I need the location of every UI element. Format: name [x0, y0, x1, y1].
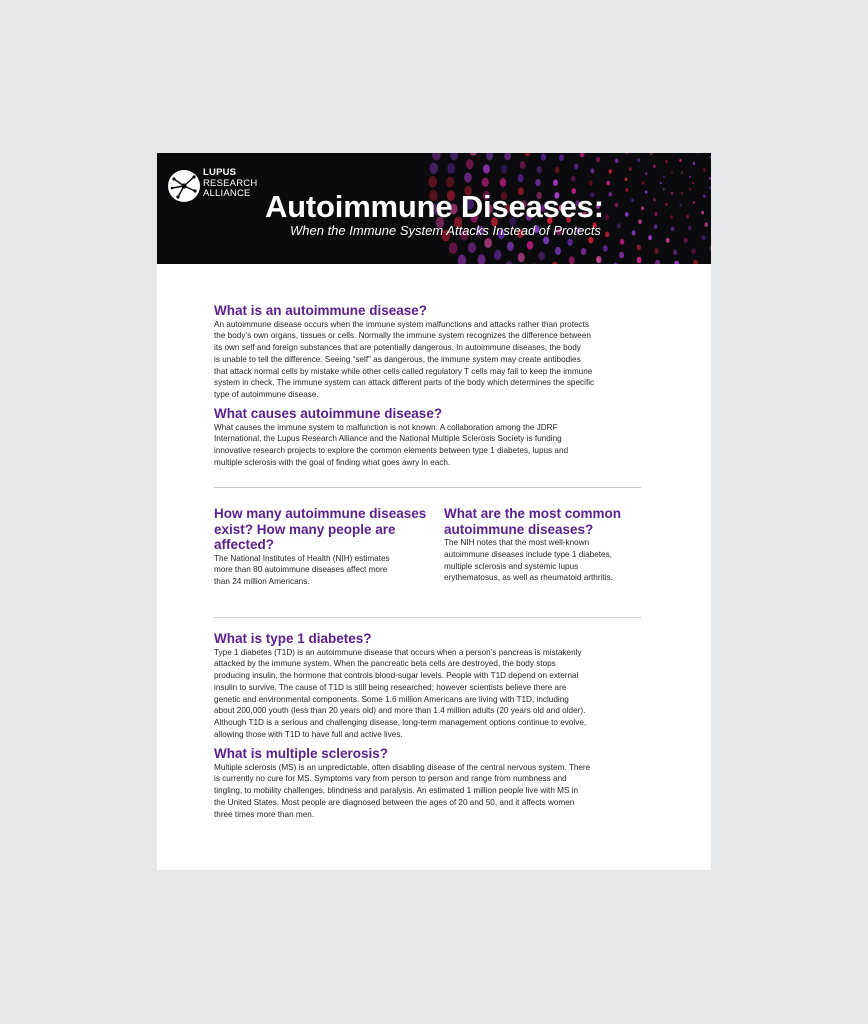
tunnel-dot [581, 248, 586, 255]
tunnel-dot [681, 192, 683, 194]
tunnel-dot [679, 159, 681, 162]
tunnel-dot [645, 191, 647, 194]
tunnel-dot [552, 261, 559, 264]
tunnel-dot [468, 242, 476, 253]
tunnel-dot [500, 178, 507, 187]
section-body: An autoimmune disease occurs when the immune system malfunctions and attacks rather than protects the body’s own organs, tissues or cells. Normally the immune system recognizes the difference between its own self and foreign substances that are potentially dangerous. In autoimmune diseases, the body is unable to tell the difference. Seeing “self” as dangerous, the immune system may create antibodies that attack normal cells by mistake while other cells called regulatory T cells may fail to keep the immune system in check. The immune system can attack different parts of the body which determines the specific type of autoimmune disease. [214, 319, 595, 400]
tunnel-dot [629, 167, 632, 171]
tunnel-dot [571, 176, 575, 182]
tunnel-dot [567, 239, 572, 246]
section-body: Type 1 diabetes (T1D) is an autoimmune disease that occurs when a person’s pancreas is mistakenly attacked by the immune system. When the pancreatic beta cells are destroyed, the body stops producing insulin, the hormone that controls blood-sugar levels. People with T1D depend on external insulin to survive. The cause of T1D is still being researched; however scientists believe there are genetic and environmental components. Some 1.6 million Americans are living with T1D, including about 200,000 youth (less than 20 years old) and more than 1.4 million adults (20 years old and older). Although T1D is a serious and challenging disease, long-term management options continue to evolve, allowing those with T1D to have full and active lives. [214, 647, 587, 740]
tunnel-dot [701, 211, 704, 215]
tunnel-dot [607, 181, 610, 186]
tunnel-dot [654, 224, 657, 229]
tunnel-dot [553, 179, 558, 186]
tunnel-dot [709, 177, 711, 180]
tunnel-dot [665, 160, 667, 163]
tunnel-dot [681, 172, 683, 174]
tunnel-dot [494, 250, 502, 260]
tunnel-dot [458, 255, 467, 264]
tunnel-dot [446, 177, 454, 188]
tunnel-dot [450, 153, 458, 160]
page-title: Autoimmune Diseases: [265, 189, 604, 224]
tunnel-dot [596, 256, 601, 263]
section-most-common [444, 506, 644, 584]
tunnel-dot [625, 153, 628, 154]
tunnel-dot [655, 260, 660, 264]
tunnel-dot [679, 204, 681, 207]
tunnel-dot [637, 257, 642, 264]
tunnel-dot [693, 162, 695, 165]
tunnel-dot [507, 242, 514, 251]
tunnel-dot [464, 173, 472, 183]
tunnel-dot [603, 245, 608, 252]
tunnel-dot [482, 178, 489, 187]
tunnel-dot [631, 198, 634, 202]
tunnel-dot [709, 186, 711, 189]
tunnel-dot [605, 214, 609, 219]
tunnel-dot [605, 231, 609, 237]
tunnel-dot [466, 159, 474, 169]
tunnel-dot [689, 176, 691, 178]
section-heading: What is multiple sclerosis? [214, 746, 389, 761]
tunnel-dot [484, 238, 492, 248]
tunnel-dot [615, 203, 618, 208]
section-causes [214, 406, 654, 469]
tunnel-dot [637, 244, 641, 250]
divider [214, 487, 641, 488]
tunnel-dot [688, 226, 691, 231]
tunnel-dot [615, 159, 618, 164]
tunnel-dot [653, 165, 655, 168]
tunnel-dot [650, 153, 653, 155]
tunnel-dot [486, 153, 493, 160]
tunnel-dot [428, 176, 437, 188]
tunnel-dot [447, 163, 455, 174]
tunnel-dot [555, 167, 560, 174]
section-body: The National Institutes of Health (NIH) estimates more than 80 autoimmune diseases affect more than 24 million Americans. [214, 553, 390, 587]
tunnel-dot [449, 242, 458, 254]
header-banner [157, 153, 711, 264]
tunnel-dot [632, 230, 636, 235]
tunnel-dot [537, 166, 542, 173]
section-how-many [214, 506, 429, 588]
org-name-line1: LUPUS [203, 167, 237, 178]
section-ms [214, 746, 654, 820]
tunnel-dot [617, 223, 621, 228]
section-t1d [214, 631, 654, 741]
tunnel-dot [505, 261, 513, 264]
tunnel-dot [693, 201, 695, 204]
tunnel-dot [504, 153, 511, 160]
tunnel-dot [609, 192, 612, 197]
tunnel-dot [625, 178, 628, 182]
tunnel-dot [705, 222, 708, 227]
section-what-is [214, 303, 654, 401]
tunnel-dot [530, 263, 537, 264]
tunnel-dot [559, 154, 564, 161]
document-page [157, 153, 711, 870]
tunnel-dot [637, 158, 640, 162]
tunnel-dot [580, 153, 584, 158]
tunnel-dot [524, 153, 530, 156]
tunnel-dot [671, 172, 673, 174]
section-heading: How many autoimmune diseases exist? How many people are affected? [214, 506, 427, 552]
tunnel-dot [703, 168, 705, 171]
tunnel-dot [520, 161, 526, 169]
tunnel-dot [648, 235, 652, 240]
tunnel-dot [670, 215, 673, 219]
tunnel-dot [620, 239, 624, 245]
tunnel-dot [702, 235, 706, 240]
tunnel-dot [642, 181, 644, 184]
tunnel-dot [653, 198, 655, 201]
org-name-line3: ALLIANCE [203, 188, 251, 199]
divider [214, 617, 641, 618]
tunnel-dot [693, 260, 698, 264]
tunnel-dot [673, 249, 677, 255]
tunnel-dot [535, 179, 540, 186]
tunnel-dot [645, 172, 647, 175]
tunnel-dot [609, 169, 612, 174]
section-heading: What are the most common autoimmune diseases? [444, 506, 622, 537]
page-subtitle: When the Immune System Attacks Instead of Protects [290, 223, 601, 238]
tunnel-dot [692, 182, 694, 184]
tunnel-dot [625, 188, 628, 192]
tunnel-dot [686, 215, 689, 219]
tunnel-dot [691, 248, 695, 254]
tunnel-dot [483, 164, 490, 173]
section-body: The NIH notes that the most well-known autoimmune diseases include type 1 diabetes, multiple sclerosis and systemic lupus erythematosus, as well as rheumatoid arthritis. [444, 538, 613, 583]
org-name-line2: RESEARCH [203, 177, 258, 189]
tunnel-dot [477, 254, 485, 264]
tunnel-dot [596, 157, 600, 162]
section-body: What causes the immune system to malfunction is not known. A collaboration among the JDRF International, the Lupus Research Alliance and the National Multiple Sclerosis Society is funding innovative research projects to explore the common elements between type 1 diabetes, lupus and multiple sclerosis with the goal of finding what goes awry in each. [214, 422, 569, 467]
tunnel-dot [638, 219, 641, 224]
tunnel-dot [666, 238, 670, 243]
tunnel-dot [574, 163, 578, 169]
tunnel-dot [671, 192, 673, 194]
tunnel-dot [527, 241, 534, 250]
tunnel-dot [663, 176, 665, 178]
tunnel-dot [625, 212, 628, 217]
tunnel-dot [569, 256, 575, 264]
tunnel-dot [555, 247, 561, 255]
tunnel-dot [655, 212, 658, 216]
tunnel-dot [689, 188, 691, 190]
tunnel-dot [429, 162, 438, 174]
org-name [203, 168, 257, 200]
tunnel-dot [591, 168, 595, 173]
tunnel-dot [710, 245, 711, 251]
section-heading: What is type 1 diabetes? [214, 631, 372, 646]
tunnel-dot [665, 203, 667, 206]
tunnel-dot [518, 174, 524, 182]
tunnel-dot [660, 182, 662, 184]
tunnel-dot [641, 207, 644, 211]
section-heading: What is an autoimmune disease? [214, 303, 428, 318]
tunnel-dot [470, 153, 478, 156]
tunnel-dot [710, 156, 711, 160]
tunnel-dot [538, 252, 545, 261]
tunnel-dot [501, 165, 508, 174]
tunnel-dot [654, 248, 658, 254]
tunnel-dot [619, 252, 624, 259]
tunnel-dot [613, 263, 618, 264]
tunnel-dot [696, 153, 699, 154]
tunnel-dot [432, 153, 441, 160]
tunnel-dot [518, 253, 525, 262]
tunnel-dot [703, 195, 705, 198]
tunnel-dot [663, 188, 665, 190]
section-body: Multiple sclerosis (MS) is an unpredictable, often disabling disease of the central nervous system. There is currently no cure for MS. Symptoms vary from person to person and range from numbness and tingling, to mobility challenges, blindness and paralysis. An estimated 1 million people live with MS in the United States. Most people are diagnosed between the ages of 20 and 50, and it affects women three times more than men. [214, 762, 591, 819]
tunnel-dot [671, 227, 674, 232]
section-heading: What causes autoimmune disease? [214, 406, 443, 421]
tunnel-dot [589, 180, 593, 185]
tunnel-dot [674, 261, 679, 264]
tunnel-dot [541, 153, 546, 160]
tunnel-dot [684, 238, 688, 243]
